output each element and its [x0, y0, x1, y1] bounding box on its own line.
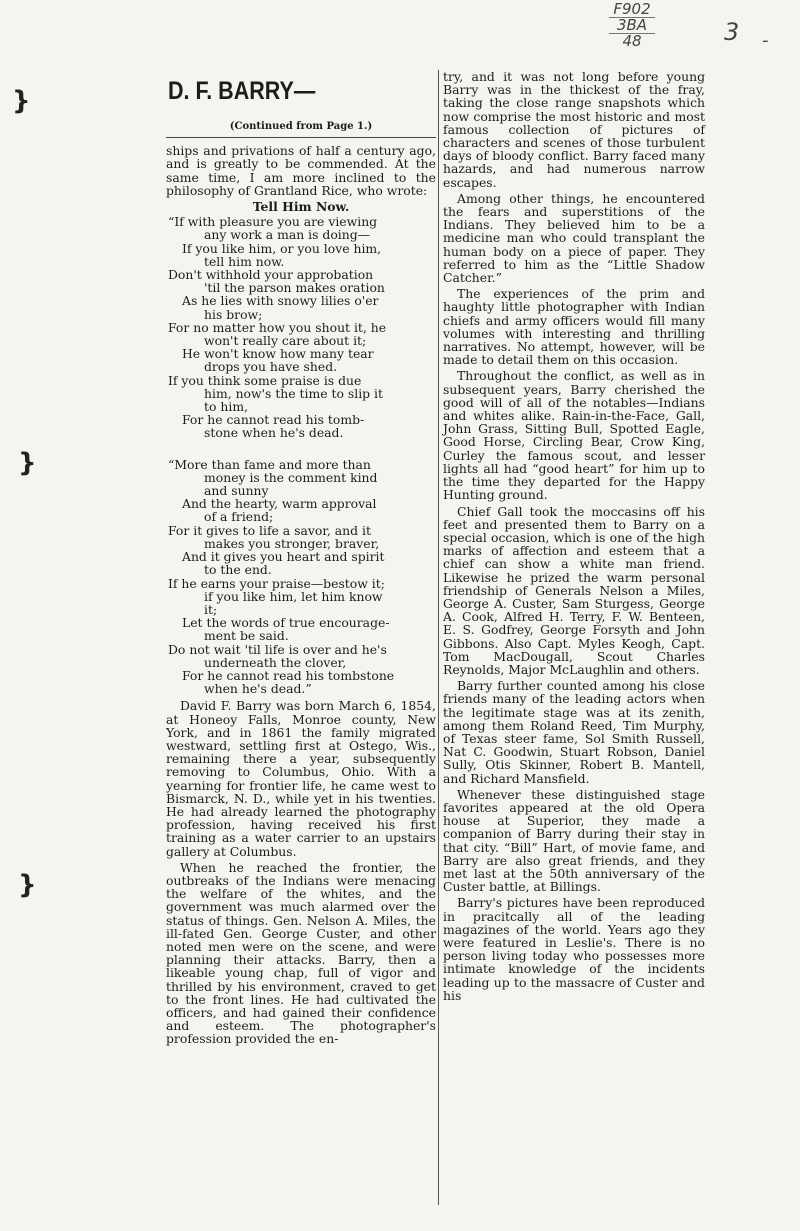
margin-bracket-mark: }	[12, 86, 31, 116]
poem-line: won't really care about it;	[204, 333, 367, 349]
archive-reference-annotation	[592, 2, 672, 49]
archive-ref-line: 3BA	[609, 18, 655, 34]
continued-notice: (Continued from Page 1.)	[166, 120, 436, 138]
poem-line: For he cannot read his tomb-	[182, 412, 365, 428]
article-paragraph: Whenever these distinguished stage favorites appeared at the old Opera house at Superior, they made a companion of Barry during their stay in that city. “Bill” Hart, of movie fame, and Barry are also great friends, and they met last at the 50th anniversary of the Custer battle, at Billings.	[443, 786, 705, 895]
poem-line: Don't withhold your approbation	[168, 267, 374, 283]
column-divider	[438, 70, 439, 1205]
poem-line: money is the comment kind	[204, 469, 378, 485]
poem-line: For he cannot read his tombstone	[182, 667, 395, 683]
poem-line: 'til the parson makes oration	[204, 280, 385, 296]
poem-line: If you think some praise is due	[168, 372, 362, 388]
poem-line: Do not wait 'til life is over and he's	[168, 641, 387, 657]
poem-line: if you like him, let him know	[204, 588, 383, 604]
poem-line: tell him now.	[204, 253, 285, 269]
left-column	[166, 70, 436, 1049]
article-paragraph: Barry's pictures have been reproduced in pracitcally all of the leading magazines of the world. Years ago they were featured in Leslie's. There is no person living today who possesses more intimate knowledge of the incidents leading up to the massacre of Custer and his	[443, 895, 705, 1003]
poem-line: For no matter how you shout it, he	[168, 319, 387, 335]
poem-line: “If with pleasure you are viewing	[168, 214, 378, 230]
poem-stanza-1	[166, 215, 436, 453]
newspaper-clipping	[160, 70, 710, 1205]
poem-stanza-2	[166, 458, 436, 696]
poem-line: And the hearty, warm approval	[182, 496, 377, 512]
article-paragraph: Among other things, he encountered the fears and superstitions of the Indians. They believed him to be a medicine man who could transplant the human body on a piece of paper. They referred to him as the “Little Shadow Catcher.”	[443, 190, 705, 286]
poem-line: And it gives you heart and spirit	[182, 549, 385, 565]
archive-ref-line: 48	[622, 32, 642, 50]
margin-bracket-mark: }	[18, 870, 37, 900]
margin-bracket-mark: }	[18, 448, 37, 478]
article-paragraph: try, and it was not long before young Barry was in the thickest of the fray, taking the close range snapshots which now comprise the most historic and most famous collection of pictures of characters and scenes of those turbulent days of bloody conflict. Barry faced many hazards, and had numerous narrow escapes.	[443, 69, 705, 190]
article-paragraph: Throughout the conflict, as well as in subsequent years, Barry cherished the good will of all of the notables—Indians and whites alike. Rain-in-the-Face, Gall, John Grass, Sitting Bull, Spotted Eagle, Good Horse, Circling Bear, Crow King, Curley the famous scout, and lesser lights all had “good heart” for him up to the time they departed for the Happy Hunting ground.	[443, 368, 705, 503]
poem-line: “More than fame and more than	[168, 456, 371, 472]
intro-paragraph: ships and privations of half a century ago, and is greatly to be commended. At the same time, I am more inclined to the philosophy of Grantland Rice, who wrote:	[166, 143, 436, 198]
poem-line: his brow;	[204, 306, 263, 322]
poem-line: of a friend;	[204, 509, 274, 525]
poem-line: to him,	[204, 399, 249, 415]
poem-line: him, now's the time to slip it	[204, 385, 383, 401]
article-paragraph: When he reached the frontier, the outbreaks of the Indians were menacing the welfare of the whites, and the government was much alarmed over the status of things. Gen. Nelson A. Miles, the ill-fated Gen. George Custer, and other noted men were on the scene, and were planning their attacks. Barry, then a likeable young chap, full of vigor and thrilled by his environment, craved to get to the front lines. He had cultivated the officers, and had gained their confidence and esteem. The photographer's profession provided the en-	[166, 859, 436, 1047]
poem-line: If you like him, or you love him,	[182, 240, 382, 256]
poem-line: to the end.	[204, 562, 272, 578]
poem-line: when he's dead.”	[204, 681, 312, 697]
archive-ref-line: F902	[609, 2, 655, 18]
article-paragraph: The experiences of the prim and haughty little photographer with Indian chiefs and army officers would fill many volumes with interesting and thrilling narratives. No attempt, however, will be made to detail them on this occasion.	[443, 286, 705, 368]
poem-line: As he lies with snowy lilies o'er	[182, 293, 379, 309]
poem-title: Tell Him Now.	[252, 199, 350, 215]
handwritten-dash: -	[762, 30, 769, 51]
handwritten-page-number: 3	[724, 18, 740, 46]
article-paragraph: David F. Barry was born March 6, 1854, at Honeoy Falls, Monroe county, New York, and in 1861 the family migrated westward, settling first at Ostego, Wis., remaining there a year, subsequently removing to Columbus, Ohio. With a yearning for frontier life, he came west to Bismarck, N. D., while yet in his twenties. He had already learned the photography profession, having received his first training as a water carrier to an upstairs gallery at Columbus.	[166, 698, 436, 859]
poem-line: drops you have shed.	[204, 359, 338, 375]
article-paragraph: Barry further counted among his close friends many of the leading actors when the legitimate stage was at its zenith, among them Roland Reed, Tim Murphy, of Texas steer fame, Sol Smith Russell, Nat C. Goodwin, Stuart Robson, Daniel Sully, Otis Skinner, Robert B. Mantell, and Richard Mansfield.	[443, 678, 705, 786]
poem-line: any work a man is doing—	[204, 227, 371, 243]
poem-line: stone when he's dead.	[204, 425, 344, 441]
poem-line: and sunny	[204, 483, 269, 499]
poem-line: makes you stronger, braver,	[204, 535, 380, 551]
right-column	[443, 70, 705, 1005]
poem-line: it;	[204, 601, 218, 617]
article-headline: D. F. BARRY—	[168, 77, 316, 105]
poem-line: If he earns your praise—bestow it;	[168, 575, 385, 591]
article-paragraph: Chief Gall took the moccasins off his feet and presented them to Barry on a special occasion, which is one of the high marks of affection and esteem that a chief can show a white man friend. Likewise he prized the warm personal friendship of Generals Nelson a Miles, George A. Custer, Sam Sturgess, George A. Cook, Alfred H. Terry, F. W. Benteen, E. S. Godfrey, George Forsyth and John Gibbons. Also Capt. Myles Keogh, Capt. Tom MacDougall, Scout Charles Reynolds, Major McLaughlin and others.	[443, 503, 705, 677]
poem-line: For it gives to life a savor, and it	[168, 522, 371, 538]
poem-line: ment be said.	[204, 628, 289, 644]
poem-line: Let the words of true encourage-	[182, 615, 390, 631]
poem-line: He won't know how many tear	[182, 346, 374, 362]
poem-line: underneath the clover,	[204, 654, 347, 670]
